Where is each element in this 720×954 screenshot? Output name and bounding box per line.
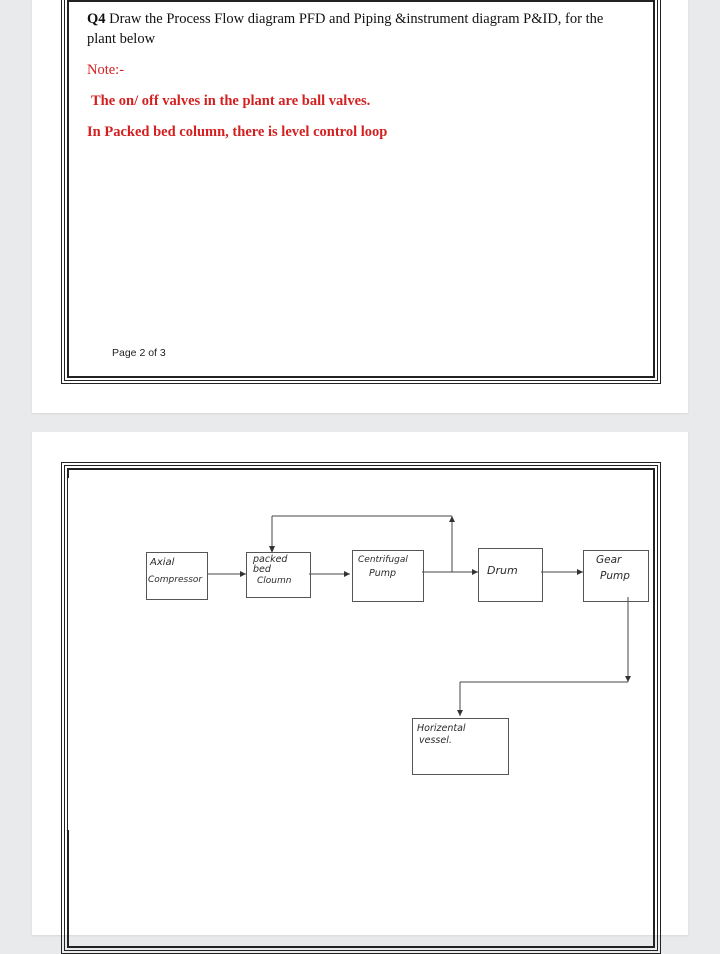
horizontal-vessel-block	[412, 718, 509, 775]
note-level-control: In Packed bed column, there is level control loop	[87, 124, 388, 140]
question-number: Q4	[87, 11, 106, 27]
document-page-2	[32, 0, 688, 413]
block-label-line: Centrifugal	[358, 555, 408, 565]
note-ball-valves: The on/ off valves in the plant are ball valves.	[91, 93, 371, 109]
axial-compressor-block	[146, 552, 208, 600]
flow-lines	[32, 432, 688, 935]
document-page-3	[32, 432, 688, 935]
block-label-line: Gear	[596, 554, 622, 566]
page-indicator: Page 2 of 3	[112, 347, 166, 359]
block-label-line: Compressor	[148, 575, 203, 585]
block-label-line: Cloumn	[257, 576, 292, 586]
drum-block	[478, 548, 543, 602]
packed-bed-column-block	[246, 552, 311, 598]
note-label: Note:-	[87, 62, 125, 78]
process-sketch	[68, 478, 653, 830]
question-body: Draw the Process Flow diagram PFD and Piping &instrument diagram P&ID, for the plant below	[87, 11, 604, 47]
block-label-line: vessel.	[419, 735, 452, 746]
block-label-line: Pump	[369, 568, 397, 579]
block-label-line: bed	[253, 564, 271, 575]
block-label-line: Drum	[487, 564, 518, 577]
page-border	[61, 0, 661, 384]
block-label-line: packed	[253, 554, 288, 565]
question-text	[87, 9, 607, 49]
block-label-line: Horizental	[417, 723, 466, 734]
block-label-line: Pump	[600, 570, 630, 582]
gear-pump-block	[583, 550, 649, 602]
centrifugal-pump-block	[352, 550, 424, 602]
block-label-line: Axial	[150, 557, 175, 568]
